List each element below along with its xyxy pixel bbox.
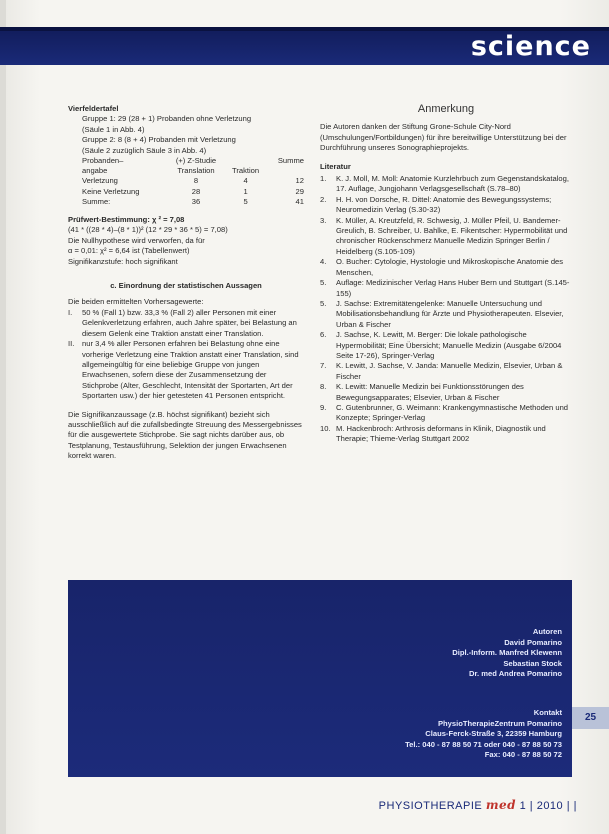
reference-number: 10. (320, 423, 331, 433)
group2-text: Gruppe 2: 8 (8 + 4) Probanden mit Verletzung (82, 135, 236, 145)
literature-title: Literatur (320, 161, 351, 171)
table-row (82, 187, 304, 197)
reference-item (320, 216, 572, 258)
reference-number: 2. (320, 194, 327, 204)
table-cell: Keine Verletzung (82, 186, 140, 196)
contact-title: Kontakt (533, 708, 562, 717)
contact-line: Tel.: 040 - 87 88 50 71 oder 040 - 87 88 50 73 (405, 739, 562, 749)
contingency-table (82, 156, 304, 207)
reference-text: H. H. von Dorsche, R. Dittel: Anatomie des Bewegungssystems; Neuromedizin Verlag (S.30-32) (336, 194, 552, 215)
reference-item (320, 382, 572, 403)
table-header-cell: Traktion (231, 166, 260, 176)
authors-title: Autoren (532, 627, 562, 636)
table-cell: 36 (191, 196, 201, 206)
table-cell: 28 (191, 186, 201, 196)
group2-note: (Säule 2 zuzüglich Säule 3 in Abb. 4) (82, 145, 207, 155)
reference-text: K. Lewitt, J. Sachse, V. Janda: Manuelle Medizin, Elsevier, Urban & Fischer (336, 361, 563, 381)
reference-item (320, 330, 572, 361)
table-header-row (82, 166, 304, 176)
reference-item (320, 424, 572, 445)
anmerkung-text: Die Autoren danken der Stiftung Grone-Schule City-Nord (Umschulungen/Fortbildungen) für ihre bereitwillige Unterstützung bei der Durchführung unseres Sonographieprojekts. (320, 122, 567, 153)
reference-item (320, 361, 572, 382)
table-row (82, 197, 304, 207)
author-name: Dr. med Andrea Pomarino (469, 669, 562, 679)
right-column (320, 104, 572, 445)
section-c-heading: c. Einordnung der statistischen Aussagen (110, 281, 262, 291)
group1-text: Gruppe 1: 29 (28 + 1) Probanden ohne Verletzung (82, 114, 252, 124)
author-name: Dipl.-Inform. Manfred Klewenn (452, 648, 562, 658)
header-bar (0, 27, 609, 65)
table-cell: 8 (193, 176, 199, 186)
reference-text: J. Sachse, K. Lewitt, M. Berger: Die lokale pathologische Hypermobilität; Eine Übersicht; Manuelle Medizin (Ausgabe 6/2004 Seite 17-26), Springer-Verlag (336, 330, 562, 360)
reference-item (320, 299, 572, 330)
table-cell: 29 (295, 186, 304, 196)
contact-line: Claus-Ferck-Straße 3, 22359 Hamburg (425, 729, 562, 739)
page-edge (0, 0, 6, 834)
reference-number: 1. (320, 174, 327, 184)
significance-line: Signifikanzstufe: hoch signifikant (68, 256, 178, 266)
reference-number: 4. (320, 257, 327, 267)
page-number: 25 (572, 707, 609, 729)
list-item (68, 308, 304, 339)
table-header-cell: Translation (177, 166, 215, 176)
reference-text: K. Müller, A. Kreutzfeld, R. Schwesig, J. Müller Pfeil, U. Bandemer-Greulich, B. Schreiber, U. Bahlke, E. Fikentscher: Hypermobilität und chronischer Rückenschmerz Manuelle Medizin Springer Berlin / Heidelberg (S.105-109) (336, 215, 568, 256)
reference-number: 5. (320, 278, 327, 288)
table-cell: 4 (243, 176, 248, 186)
list-text: 50 % (Fall 1) bzw. 33,3 % (Fall 2) aller Personen mit einer Gelenkverletzung erfahren, auch Jahre später, bei Belastung an diesem Gelenk eine Traktion anstatt einer Translation. (82, 307, 297, 338)
reference-item (320, 257, 572, 278)
intro-text: Die beiden ermittelten Vorhersagewerte: (68, 297, 204, 307)
reference-text: C. Gutenbrunner, G. Weimann: Krankengymnastische Methoden und Konzepte; Springer-Verlag (336, 402, 569, 423)
reference-number: 6. (320, 330, 327, 340)
author-name: Sebastian Stock (503, 658, 562, 668)
reference-number: 3. (320, 215, 327, 225)
reference-text: Auflage: Medizinischer Verlag Hans Huber Bern und Stuttgart (S.145-155) (336, 278, 570, 298)
section-title: science (470, 31, 591, 62)
contact-line: PhysioTherapieZentrum Pomarino (437, 718, 562, 728)
closing-text: Die Signifikanzaussage (z.B. höchst signifikant) bezieht sich ausschließlich auf die zufallsbedingte Streuung des Messergebnisses für die ausgewertete Stichprobe. Sie sagt nichts darüber aus, ob Testplanung, Testausführung, Selektion der jungen Erwachsenen korrekt waren. (68, 409, 302, 461)
table-cell: Verletzung (82, 176, 118, 186)
list-number: I. (68, 307, 73, 317)
authors-block (452, 627, 562, 680)
group1-note: (Säule 1 in Abb. 4) (82, 124, 145, 134)
reference-list (320, 174, 572, 445)
table-cell: 1 (243, 186, 248, 196)
reference-number: 7. (320, 361, 327, 371)
table-header-cell: angabe (82, 166, 108, 176)
reference-text: M. Hackenbroch: Arthrosis deformans in Klinik, Diagnostik und Therapie; Thieme-Verlag Stuttgart 2002 (336, 423, 546, 444)
journal-name: PHYSIOTHERAPIE (378, 800, 483, 812)
table-header-cell: Summe (277, 156, 304, 166)
reference-text: J. Sachse: Extremitätengelenke: Manuelle Untersuchung und Mobilisationsbehandlung für Ärzte und Physiotherapeuten. Elsevier, Urban & Fischer (336, 298, 564, 329)
list-text: nur 3,4 % aller Personen erfahren bei Belastung ohne eine vorherige Verletzung eine Traktion anstatt einer Translation, sind allgemeingültig für eine beliebige Gruppe von jungen Erwachsenen, sofern diese der Zusammensetzung der Stichprobe (Alter, Geschlecht, Intensität der Sportarten, Art der Sportarten usw.) der hier getesteten 41 Personen entspricht. (82, 339, 299, 401)
pruefwert-formula: (41 * ((28 * 4)–(8 * 1))² (12 * 29 * 36 * 5) = 7,08) (68, 225, 228, 235)
journal-med: med (485, 798, 517, 812)
reference-number: 8. (320, 382, 327, 392)
table-cell: Summe: (82, 196, 111, 206)
reference-item (320, 195, 572, 216)
contact-block (405, 708, 562, 761)
reference-text: O. Bucher: Cytologie, Hystologie und Mikroskopische Anatomie des Menschen, (336, 257, 564, 277)
table-cell: 41 (295, 196, 304, 206)
list-item (68, 339, 304, 401)
reference-number: 5. (320, 298, 327, 308)
table-row (82, 176, 304, 186)
null-hypothesis: Die Nullhypothese wird verworfen, da für (68, 235, 205, 245)
reference-text: K. Lewitt: Manuelle Medizin bei Funktionsstörungen des Bewegungsapparates; Elsevier, Urban & Fischer (336, 382, 524, 402)
pruefwert-title: Prüfwert-Bestimmung: χ ² = 7,08 (68, 215, 185, 225)
issue-info: 1 | 2010 | | (519, 800, 577, 812)
vt-title: Vierfeldertafel (68, 104, 119, 113)
anmerkung-title: Anmerkung (417, 103, 475, 115)
left-column (68, 104, 304, 462)
alpha-line: α = 0,01: χ² = 6,64 ist (Tabellenwert) (68, 246, 190, 256)
table-cell: 12 (295, 176, 304, 186)
author-name: David Pomarino (504, 637, 562, 647)
reference-item (320, 403, 572, 424)
table-cell: 5 (243, 196, 248, 206)
table-header-cell: Probanden– (82, 156, 124, 166)
contact-line: Fax: 040 - 87 88 50 72 (484, 750, 562, 760)
reference-text: K. J. Moll, M. Moll: Anatomie Kurzlehrbuch zum Gegenstandskatalog, 17. Auflage, Jungjohann Verlagsgesellschaft (S.78–80) (336, 174, 569, 194)
table-header-row (82, 156, 304, 166)
reference-number: 9. (320, 402, 327, 412)
reference-item (320, 278, 572, 299)
list-number: II. (68, 339, 75, 349)
table-header-cell: (+) Z-Studie (175, 156, 217, 166)
footer (379, 798, 577, 812)
author-box (68, 580, 572, 777)
table-header-cell (226, 156, 266, 166)
reference-item (320, 174, 572, 195)
table-header-cell (266, 166, 304, 176)
